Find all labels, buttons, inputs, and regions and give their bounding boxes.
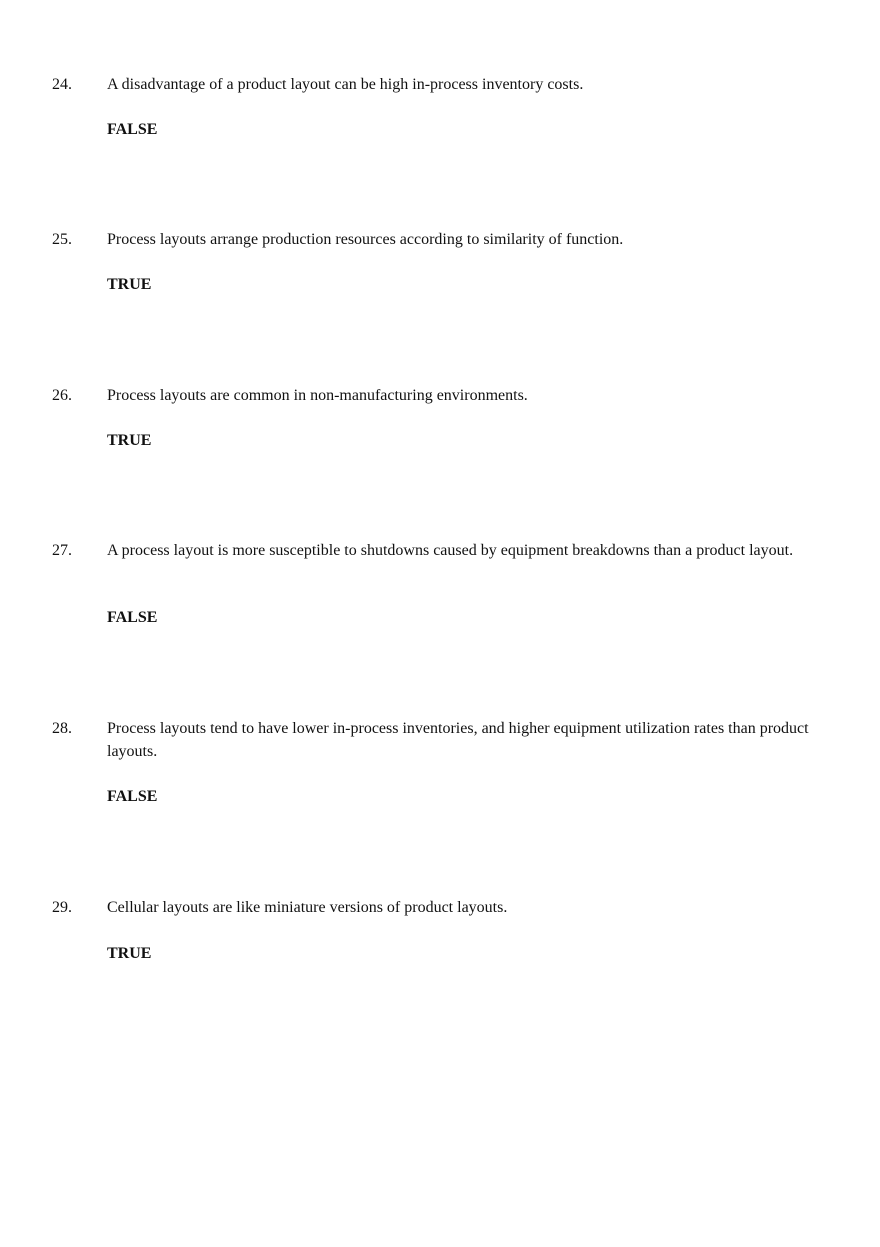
question-number: 29. [52,899,72,916]
question-number: 25. [52,231,72,248]
question-text: Process layouts are common in non-manufacturing environments. [107,387,528,404]
question-text: Process layouts tend to have lower in-process inventories, and higher equipment utilization rates than product layouts. [107,720,809,760]
question-number: 28. [52,720,72,737]
question-answer: FALSE [107,609,158,626]
question-text: A process layout is more susceptible to shutdowns caused by equipment breakdowns than a product layout. [107,542,794,559]
question-answer: TRUE [107,432,152,449]
question-answer: FALSE [107,121,158,138]
question-answer: FALSE [107,788,158,805]
question-answer: TRUE [107,945,152,962]
question-number: 24. [52,76,72,93]
question-number: 26. [52,387,72,404]
question-text: Cellular layouts are like miniature versions of product layouts. [107,899,508,916]
question-text: A disadvantage of a product layout can be high in-process inventory costs. [107,76,584,93]
question-answer: TRUE [107,276,152,293]
question-number: 27. [52,542,72,559]
question-text: Process layouts arrange production resources according to similarity of function. [107,231,624,248]
